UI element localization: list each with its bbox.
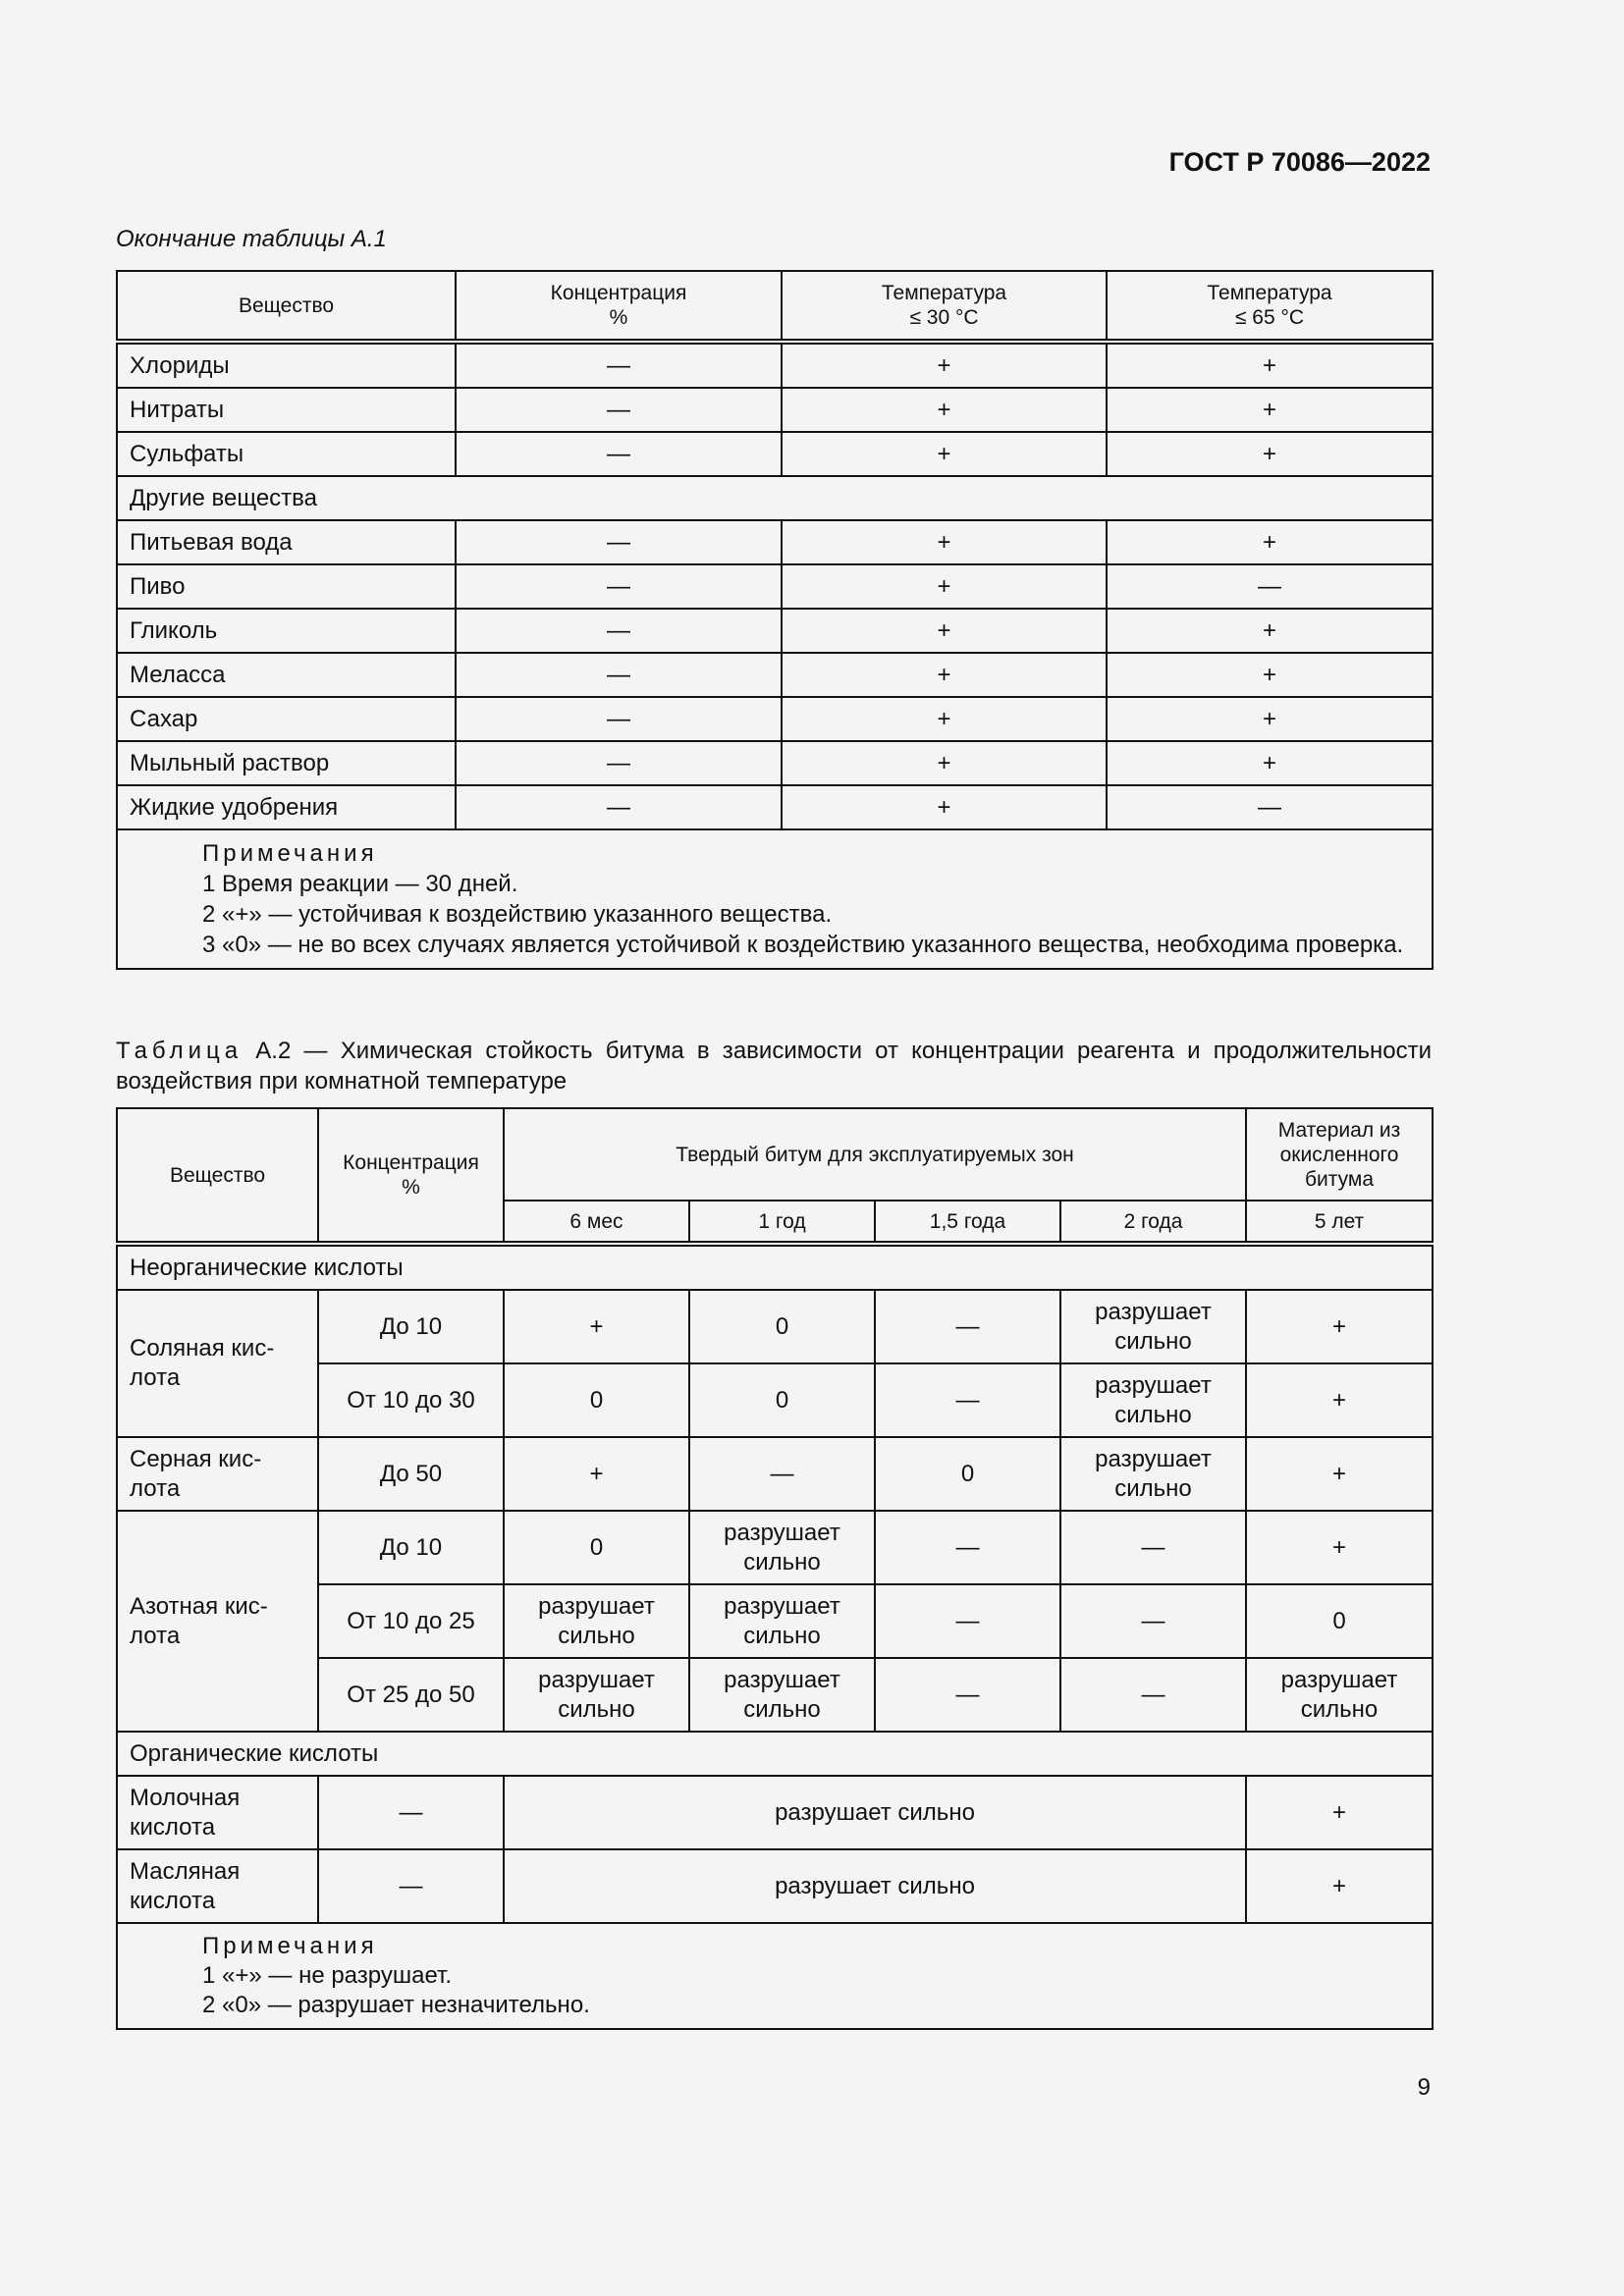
value-cell: — — [456, 342, 782, 388]
substance-cell: Питьевая вода — [117, 520, 456, 564]
table-row — [117, 1511, 1433, 1584]
period-header: 6 мес — [504, 1201, 689, 1244]
value-cell: + — [1246, 1290, 1433, 1363]
notes-row — [117, 829, 1433, 969]
table-row — [117, 342, 1433, 388]
table-row — [117, 1849, 1433, 1923]
table-row — [117, 697, 1433, 741]
substance-cell: Жидкие удобрения — [117, 785, 456, 829]
value-cell: — — [456, 564, 782, 609]
caption-text: А.2 — Химическая стойкость битума в зависимости от концентрации реагента и продолжительности воздействия при комнатной температуре — [116, 1038, 1432, 1095]
value-cell: разрушает сильно — [689, 1658, 875, 1732]
value-cell: + — [782, 785, 1107, 829]
value-cell: — — [1060, 1511, 1246, 1584]
value-cell: + — [782, 432, 1107, 476]
value-cell: разрушает сильно — [1060, 1363, 1246, 1437]
value-cell: + — [1107, 342, 1433, 388]
substance-cell: Пиво — [117, 564, 456, 609]
value-cell: — — [456, 785, 782, 829]
section-title: Органические кислоты — [117, 1732, 1433, 1776]
table-row — [117, 1437, 1433, 1511]
value-cell: разрушает сильно — [504, 1776, 1246, 1849]
column-header: Концентрация % — [318, 1108, 504, 1244]
value-cell: 0 — [504, 1363, 689, 1437]
value-cell: — — [875, 1511, 1060, 1584]
substance-cell: Гликоль — [117, 609, 456, 653]
note-line: 2 «0» — разрушает незначительно. — [202, 1992, 590, 2018]
value-cell: разрушает сильно — [504, 1658, 689, 1732]
note-line: 2 «+» — устойчивая к воздействию указанного вещества. — [202, 901, 833, 928]
value-cell: — — [1107, 785, 1433, 829]
table-row — [117, 741, 1433, 785]
value-cell: — — [456, 653, 782, 697]
table-row — [117, 520, 1433, 564]
value-cell: + — [782, 741, 1107, 785]
table-row — [117, 1776, 1433, 1849]
value-cell: 0 — [689, 1290, 875, 1363]
column-header: Температура ≤ 30 °С — [782, 271, 1107, 342]
value-cell: + — [1246, 1363, 1433, 1437]
substance-cell: Мыльный раствор — [117, 741, 456, 785]
value-cell: + — [504, 1437, 689, 1511]
value-cell: — — [456, 432, 782, 476]
value-cell: + — [1107, 653, 1433, 697]
value-cell: + — [1246, 1437, 1433, 1511]
value-cell: + — [1246, 1776, 1433, 1849]
table-row — [117, 432, 1433, 476]
column-header: Вещество — [117, 271, 456, 342]
concentration-cell: От 25 до 50 — [318, 1658, 504, 1732]
substance-cell: Соляная кис- лота — [117, 1290, 318, 1437]
period-header: 1 год — [689, 1201, 875, 1244]
value-cell: — — [456, 520, 782, 564]
table-row — [117, 609, 1433, 653]
table-row — [117, 785, 1433, 829]
column-header: Концентрация % — [456, 271, 782, 342]
notes-title: Примечания — [202, 1933, 378, 1959]
value-cell: + — [782, 609, 1107, 653]
concentration-cell: От 10 до 30 — [318, 1363, 504, 1437]
section-title: Другие вещества — [117, 476, 1433, 520]
note-line: 3 «0» — не во всех случаях является устойчивой к воздействию указанного вещества, необходима проверка. — [202, 932, 1404, 958]
period-header: 2 года — [1060, 1201, 1246, 1244]
value-cell: 0 — [875, 1437, 1060, 1511]
value-cell: — — [456, 741, 782, 785]
table-a2 — [116, 1107, 1434, 2030]
value-cell: + — [1107, 741, 1433, 785]
value-cell: — — [875, 1363, 1060, 1437]
substance-cell: Азотная кис- лота — [117, 1511, 318, 1732]
value-cell: — — [456, 697, 782, 741]
value-cell: + — [1107, 388, 1433, 432]
value-cell: + — [1246, 1849, 1433, 1923]
value-cell: + — [1107, 432, 1433, 476]
section-row — [117, 1244, 1433, 1290]
value-cell: — — [456, 609, 782, 653]
table-row — [117, 388, 1433, 432]
value-cell: + — [1107, 697, 1433, 741]
period-header: 5 лет — [1246, 1201, 1433, 1244]
value-cell: + — [782, 342, 1107, 388]
table-row — [117, 564, 1433, 609]
value-cell: разрушает сильно — [504, 1849, 1246, 1923]
substance-cell: Сульфаты — [117, 432, 456, 476]
concentration-cell: До 10 — [318, 1511, 504, 1584]
value-cell: разрушает сильно — [689, 1584, 875, 1658]
value-cell: — — [1107, 564, 1433, 609]
concentration-cell: — — [318, 1849, 504, 1923]
substance-cell: Нитраты — [117, 388, 456, 432]
value-cell: разрушает сильно — [1246, 1658, 1433, 1732]
table-notes — [117, 829, 1433, 969]
column-group-header: Твердый битум для эксплуатируемых зон — [504, 1108, 1246, 1201]
table-row — [117, 653, 1433, 697]
value-cell: 0 — [689, 1363, 875, 1437]
value-cell: — — [875, 1584, 1060, 1658]
note-line: 1 Время реакции — 30 дней. — [202, 871, 518, 897]
substance-cell: Масляная кислота — [117, 1849, 318, 1923]
section-row — [117, 1732, 1433, 1776]
value-cell: — — [456, 388, 782, 432]
concentration-cell: До 50 — [318, 1437, 504, 1511]
substance-cell: Сахар — [117, 697, 456, 741]
column-header: Температура ≤ 65 °С — [1107, 271, 1433, 342]
value-cell: + — [782, 520, 1107, 564]
period-header: 1,5 года — [875, 1201, 1060, 1244]
table-row — [117, 1290, 1433, 1363]
value-cell: — — [1060, 1658, 1246, 1732]
concentration-cell: До 10 — [318, 1290, 504, 1363]
value-cell: — — [875, 1290, 1060, 1363]
concentration-cell: От 10 до 25 — [318, 1584, 504, 1658]
value-cell: + — [1107, 520, 1433, 564]
value-cell: разрушает сильно — [1060, 1437, 1246, 1511]
substance-cell: Меласса — [117, 653, 456, 697]
value-cell: — — [1060, 1584, 1246, 1658]
value-cell: разрушает сильно — [1060, 1290, 1246, 1363]
value-cell: + — [1246, 1511, 1433, 1584]
substance-cell: Хлориды — [117, 342, 456, 388]
section-row — [117, 476, 1433, 520]
caption-label: Таблица — [116, 1038, 244, 1064]
value-cell: + — [1107, 609, 1433, 653]
table-a1-caption: Окончание таблицы А.1 — [116, 226, 387, 252]
substance-cell: Серная кис- лота — [117, 1437, 318, 1511]
value-cell: 0 — [1246, 1584, 1433, 1658]
value-cell: — — [875, 1658, 1060, 1732]
table-notes — [117, 1923, 1433, 2029]
column-header: Вещество — [117, 1108, 318, 1244]
column-header: Материал из окисленного битума — [1246, 1108, 1433, 1201]
note-line: 1 «+» — не разрушает. — [202, 1962, 452, 1989]
value-cell: + — [782, 697, 1107, 741]
notes-row — [117, 1923, 1433, 2029]
value-cell: 0 — [504, 1511, 689, 1584]
concentration-cell: — — [318, 1776, 504, 1849]
value-cell: + — [782, 653, 1107, 697]
value-cell: + — [504, 1290, 689, 1363]
table-a2-caption — [116, 1036, 1432, 1096]
value-cell: + — [782, 388, 1107, 432]
document-code: ГОСТ Р 70086—2022 — [1168, 147, 1431, 177]
table-a1 — [116, 270, 1434, 970]
notes-title: Примечания — [202, 840, 378, 867]
value-cell: + — [782, 564, 1107, 609]
value-cell: разрушает сильно — [504, 1584, 689, 1658]
page-number: 9 — [1417, 2074, 1431, 2101]
section-title: Неорганические кислоты — [117, 1244, 1433, 1290]
substance-cell: Молочная кислота — [117, 1776, 318, 1849]
value-cell: — — [689, 1437, 875, 1511]
value-cell: разрушает сильно — [689, 1511, 875, 1584]
